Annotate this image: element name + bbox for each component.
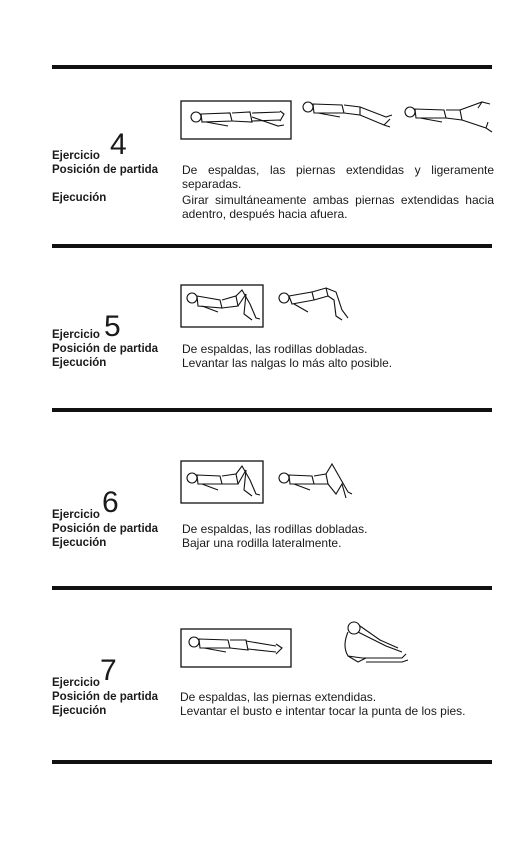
exercise-description [182,342,494,370]
start-position-text: separadas. [182,177,242,191]
exercise-label: Ejercicio [52,329,100,341]
start-position-text: De espaldas, las piernas extendidas. [180,690,377,704]
start-position-label: Posición de partida [52,343,159,355]
section-divider [52,244,492,248]
execution-label: Ejecución [52,357,107,369]
exercise-7-start-illustration [180,628,292,668]
exercise-4-start-illustration [180,100,292,140]
exercise-4-inward-illustration [298,95,398,139]
start-position-label: Posición de partida [52,164,159,176]
exercise-label: Ejercicio [52,677,100,689]
start-position-text: De espaldas, las piernas extendidas y ligeramente [182,163,494,177]
execution-label: Ejecución [52,705,107,717]
execution-label: Ejecución [52,192,107,204]
exercise-4-outward-illustration [398,98,498,142]
spacer [52,177,182,191]
exercise-7-reach-illustration [336,616,412,670]
section-divider [52,408,492,412]
exercise-5-lift-illustration [274,282,354,330]
section-divider [52,760,492,764]
exercise-label: Ejercicio [52,509,100,521]
exercise-description [182,522,494,550]
execution-label: Ejecución [52,537,107,549]
exercise-description [182,163,494,221]
execution-text: Levantar las nalgas lo más alto posible. [182,356,393,370]
start-position-label: Posición de partida [52,691,159,703]
start-position-label: Posición de partida [52,523,159,535]
exercise-number: 6 [102,486,119,519]
exercise-5-start-illustration [180,284,264,328]
start-position-text: De espaldas, las rodillas dobladas. [182,522,368,536]
exercise-number: 4 [110,128,127,161]
start-position-text: De espaldas, las rodillas dobladas. [182,342,368,356]
exercise-number: 7 [100,654,117,687]
execution-text: Girar simultáneamente ambas piernas extendidas hacia [182,193,494,207]
exercise-6-start-illustration [180,460,264,504]
exercise-number: 5 [104,310,121,343]
section-divider [52,586,492,590]
execution-text: Bajar una rodilla lateralmente. [182,536,342,550]
exercise-description [180,690,492,718]
execution-text: Levantar el busto e intentar tocar la punta de los pies. [180,704,466,718]
execution-text: adentro, después hacia afuera. [182,207,348,221]
exercise-6-lower-knee-illustration [274,460,354,508]
exercise-label: Ejercicio [52,150,100,162]
section-divider [52,65,492,69]
